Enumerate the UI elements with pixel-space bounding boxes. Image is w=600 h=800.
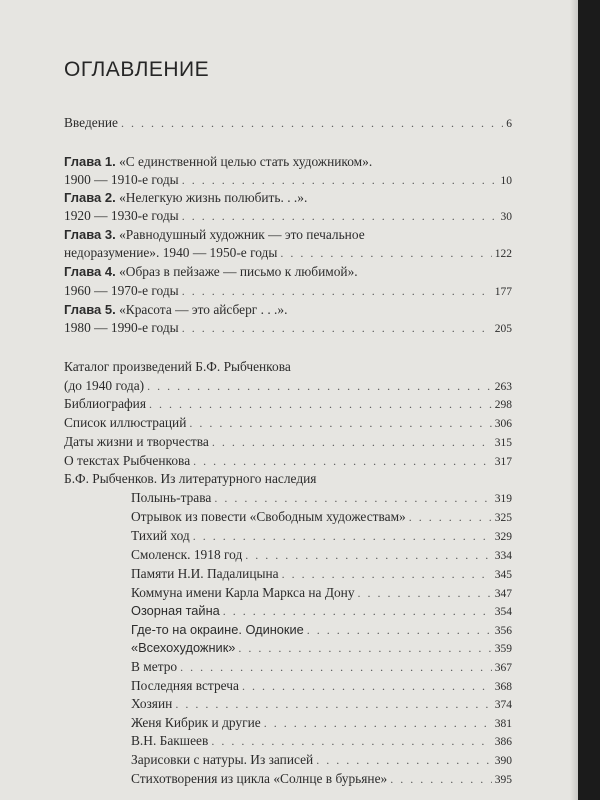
section-heading: Б.Ф. Рыбченков. Из литературного наследия: [64, 471, 317, 486]
page-number: 356: [494, 625, 512, 637]
toc-chapter-4-period[interactable]: [64, 281, 512, 301]
chapter-period: 1920 — 1930-е годы: [64, 208, 179, 223]
page-number: 329: [494, 531, 512, 543]
entry-text: Каталог произведений Б.Ф. Рыбченкова: [64, 359, 291, 374]
page-number: 205: [494, 323, 512, 335]
toc-heritage-item[interactable]: [131, 750, 512, 770]
entry-text: Стихотворения из цикла «Солнце в бурьяне»: [131, 771, 388, 786]
dot-leader: [214, 488, 491, 508]
entry-text: Введение: [64, 115, 118, 130]
toc-chapter-1-period[interactable]: [64, 170, 512, 190]
page-number: 347: [494, 588, 512, 600]
entry-text: Отрывок из повести «Свободным художествам»: [131, 509, 406, 524]
toc-catalog-period[interactable]: [64, 376, 512, 396]
dot-leader: [358, 583, 492, 603]
toc-heritage-item[interactable]: [131, 657, 512, 677]
dot-leader: [280, 243, 491, 263]
chapter-title: «Образ в пейзаже — письмо к любимой».: [119, 264, 358, 279]
chapter-title: «Нелегкую жизнь полюбить. . .».: [119, 190, 308, 205]
dot-leader: [182, 281, 492, 301]
toc-title: ОГЛАВЛЕНИЕ: [64, 58, 210, 81]
dot-leader: [182, 170, 498, 190]
page-number: 354: [494, 606, 512, 618]
page-number: 263: [494, 381, 512, 393]
dot-leader: [409, 507, 492, 527]
chapter-period: недоразумение». 1940 — 1950-е годы: [64, 245, 278, 260]
toc-catalog-title[interactable]: [64, 357, 512, 377]
dot-leader: [147, 376, 492, 396]
toc-heritage-item[interactable]: [131, 713, 512, 733]
entry-text: Библиография: [64, 396, 147, 411]
toc-chapter-1-title[interactable]: [64, 152, 512, 172]
dot-leader: [193, 526, 492, 546]
entry-text: Полынь-трава: [131, 490, 212, 505]
page-number: 381: [494, 718, 512, 730]
page-number: 315: [494, 437, 512, 449]
dot-leader: [282, 564, 492, 584]
page-number: 6: [506, 118, 512, 130]
chapter-label: Глава 4.: [64, 264, 116, 279]
toc-heritage-item[interactable]: [131, 731, 512, 751]
entry-text: Памяти Н.И. Падалицына: [131, 566, 279, 581]
entry-text: Список иллюстраций: [64, 415, 187, 430]
page-number: 325: [494, 512, 512, 524]
dot-leader: [189, 413, 491, 433]
toc-entry-dates[interactable]: [64, 432, 512, 452]
toc-chapter-2-title[interactable]: [64, 188, 512, 208]
toc-chapter-5-period[interactable]: [64, 318, 512, 338]
dot-leader: [307, 620, 492, 640]
dot-leader: [182, 318, 492, 338]
dot-leader: [211, 731, 491, 751]
dot-leader: [149, 394, 492, 414]
page-number: 10: [500, 175, 512, 187]
dot-leader: [264, 713, 492, 733]
dot-leader: [193, 451, 492, 471]
chapter-title: «Красота — это айсберг . . .».: [119, 302, 288, 317]
chapter-label: Глава 2.: [64, 190, 116, 205]
toc-heritage-heading[interactable]: [64, 469, 512, 489]
page-number: 177: [494, 286, 512, 298]
page-number: 395: [494, 774, 512, 786]
chapter-period: 1960 — 1970-е годы: [64, 283, 179, 298]
entry-text: Женя Кибрик и другие: [131, 715, 261, 730]
toc-heritage-item[interactable]: [131, 488, 512, 508]
toc-chapter-3-period[interactable]: [64, 243, 512, 263]
toc-heritage-item[interactable]: [131, 676, 512, 696]
page-number: 306: [494, 418, 512, 430]
page-number: 122: [494, 248, 512, 260]
entry-text: Хозяин: [131, 696, 173, 711]
page-number: 390: [494, 755, 512, 767]
chapter-period: 1900 — 1910-е годы: [64, 172, 179, 187]
toc-chapter-2-period[interactable]: [64, 206, 512, 226]
toc-heritage-item[interactable]: [131, 769, 512, 789]
chapter-label: Глава 3.: [64, 227, 116, 242]
entry-text: «Всехохудожник»: [131, 640, 236, 655]
toc-chapter-5-title[interactable]: [64, 300, 512, 320]
chapter-period: 1980 — 1990-е годы: [64, 320, 179, 335]
dot-leader: [212, 432, 492, 452]
page-number: 30: [500, 211, 512, 223]
dot-leader: [182, 206, 498, 226]
page-number: 334: [494, 550, 512, 562]
dot-leader: [242, 676, 492, 696]
entry-text: Коммуна имени Карла Маркса на Дону: [131, 585, 355, 600]
entry-text: В.Н. Бакшеев: [131, 733, 209, 748]
page-number: 367: [494, 662, 512, 674]
toc-entry-bibliography[interactable]: [64, 394, 512, 414]
page-number: 345: [494, 569, 512, 581]
dot-leader: [121, 113, 503, 133]
page-number: 298: [494, 399, 512, 411]
toc-heritage-item[interactable]: [131, 526, 512, 546]
dot-leader: [238, 638, 491, 658]
toc-heritage-item[interactable]: [131, 545, 512, 565]
page-number: 374: [494, 699, 512, 711]
entry-text: Тихий ход: [131, 528, 190, 543]
dot-leader: [316, 750, 492, 770]
entry-text: Последняя встреча: [131, 678, 239, 693]
entry-text: Где-то на окраине. Одинокие: [131, 622, 304, 637]
chapter-title: «Равнодушный художник — это печальное: [119, 227, 365, 242]
toc-heritage-item[interactable]: [131, 601, 512, 621]
toc-chapter-4-title[interactable]: [64, 262, 512, 282]
toc-entry-intro[interactable]: [64, 113, 512, 133]
toc-heritage-item[interactable]: [131, 694, 512, 714]
dot-leader: [175, 694, 491, 714]
dot-leader: [180, 657, 492, 677]
dot-leader: [245, 545, 491, 565]
page-number: 368: [494, 681, 512, 693]
toc-entry-about-texts[interactable]: [64, 451, 512, 471]
toc-chapter-3-title[interactable]: [64, 225, 512, 245]
toc-heritage-item[interactable]: [131, 507, 512, 527]
entry-text: Смоленск. 1918 год: [131, 547, 243, 562]
entry-text: В метро: [131, 659, 178, 674]
toc-heritage-item[interactable]: [131, 620, 512, 640]
chapter-title: «С единственной целью стать художником».: [119, 154, 373, 169]
entry-text: Озорная тайна: [131, 603, 220, 618]
page-number: 359: [494, 643, 512, 655]
page-number: 319: [494, 493, 512, 505]
toc-heritage-item[interactable]: [131, 638, 512, 658]
page-number: 386: [494, 736, 512, 748]
chapter-label: Глава 5.: [64, 302, 116, 317]
dot-leader: [223, 601, 492, 621]
dot-leader: [390, 769, 492, 789]
entry-text: Зарисовки с натуры. Из записей: [131, 752, 314, 767]
chapter-label: Глава 1.: [64, 154, 116, 169]
entry-text: Даты жизни и творчества: [64, 434, 209, 449]
toc-heritage-item[interactable]: [131, 564, 512, 584]
toc-entry-illustrations[interactable]: [64, 413, 512, 433]
entry-text: (до 1940 года): [64, 378, 145, 393]
entry-text: О текстах Рыбченкова: [64, 453, 191, 468]
page-number: 317: [494, 456, 512, 468]
toc-heritage-item[interactable]: [131, 583, 512, 603]
